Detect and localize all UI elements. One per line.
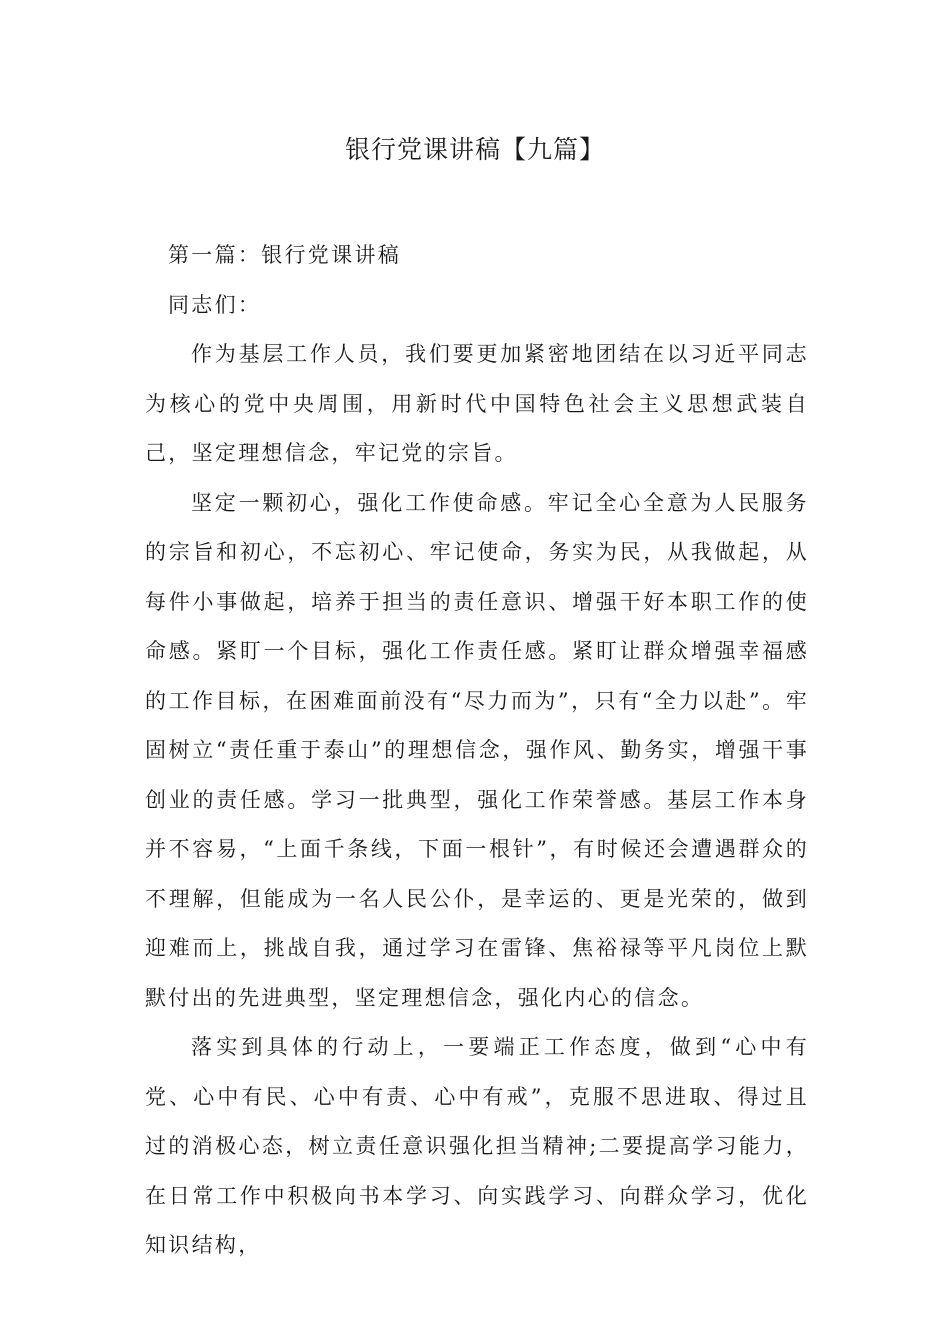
document-body <box>145 231 809 1271</box>
paragraph-intro: 作为基层工作人员，我们要更加紧密地团结在以习近平同志为核心的党中央周围，用新时代中国特色社会主义思想武装自己，坚定理想信念，牢记党的宗旨。 <box>145 342 809 465</box>
section-heading: 第一篇：银行党课讲稿 <box>168 243 401 267</box>
greeting: 同志们： <box>168 292 262 317</box>
paragraph-actions: 落实到具体的行动上，一要端正工作态度，做到“心中有党、心中有民、心中有责、心中有戒”，克服不思进取、得过且过的消极心态，树立责任意识强化担当精神;二要提高学习能力，在日常工作中积极向书本学习、向实践学习、向群众学习，优化知识结构， <box>145 1035 809 1257</box>
paragraph-main: 坚定一颗初心，强化工作使命感。牢记全心全意为人民服务的宗旨和初心，不忘初心、牢记使命，务实为民，从我做起，从每件小事做起，培养于担当的责任意识、增强干好本职工作的使命感。紧盯一个目标，强化工作责任感。紧盯让群众增强幸福感的工作目标，在困难面前没有“尽力而为”，只有“全力以赴”。牢固树立“责任重于泰山”的理想信念，强作风、勤务实，增强干事创业的责任感。学习一批典型，强化工作荣誉感。基层工作本身并不容易，“上面千条线，下面一根针”，有时候还会遭遇群众的不理解，但能成为一名人民公仆，是幸运的、更是光荣的，做到迎难而上，挑战自我，通过学习在雷锋、焦裕禄等平凡岗位上默默付出的先进典型，坚定理想信念，强化内心的信念。 <box>145 490 809 1010</box>
document-title: 银行党课讲稿【九篇】 <box>344 135 605 164</box>
